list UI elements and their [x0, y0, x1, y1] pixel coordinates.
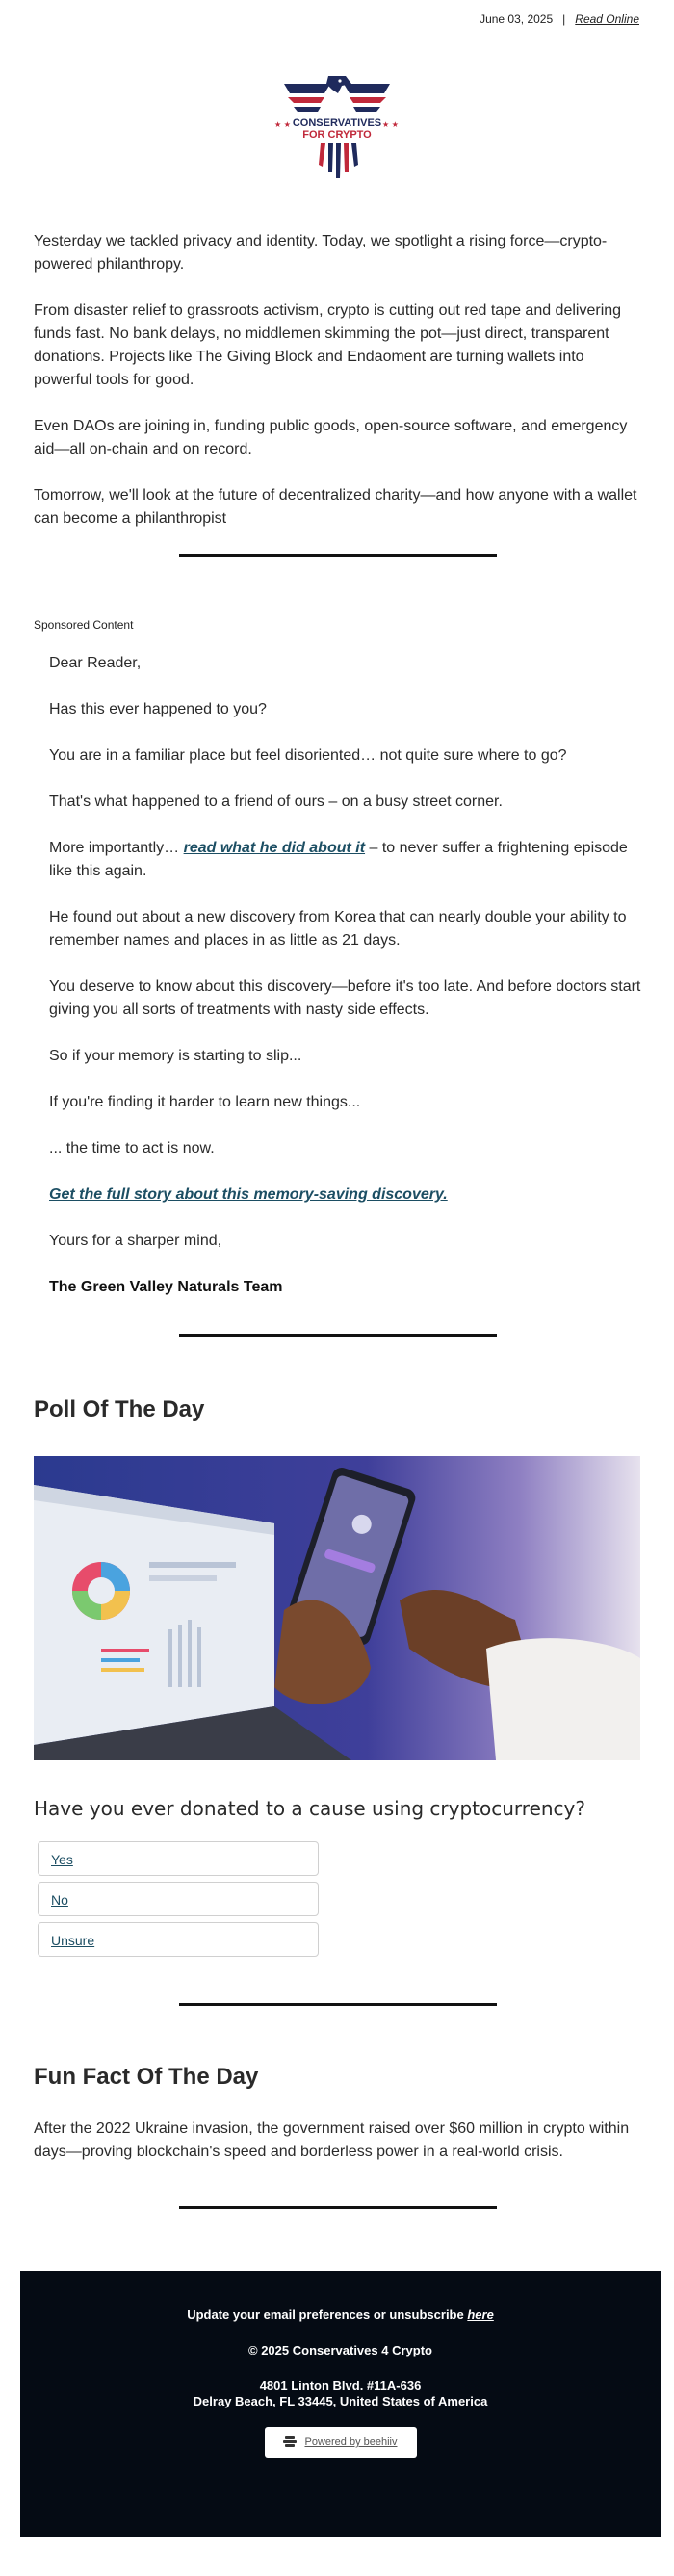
read-what-he-did-link[interactable]: read what he did about it [183, 840, 366, 856]
svg-text:★ ★: ★ ★ [274, 120, 291, 129]
p4-after: – to never suffer a frightening episode like this again. [49, 840, 628, 879]
sponsored-paragraph [49, 837, 641, 883]
section-divider [179, 1334, 497, 1337]
sponsored-section [34, 652, 641, 1299]
sponsored-paragraph: You are in a familiar place but feel disoriented… not quite sure where to go? [49, 747, 567, 764]
address-line-1: 4801 Linton Blvd. #11A-636 [259, 2379, 422, 2393]
logo-line1: CONSERVATIVES [292, 117, 382, 129]
intro-paragraph: From disaster relief to grassroots activism, crypto is cutting out red tape and delivering funds fast. No bank delays, no middlemen skimming the pot—just direct, transparent donations. Projects like The Giving Block and Endaoment are turning wallets into powerful tools for good. [34, 302, 622, 388]
sponsored-paragraph: That's what happened to a friend of ours – on a busy street corner. [49, 794, 503, 810]
sponsored-paragraph: If you're finding it harder to learn new things... [49, 1094, 361, 1110]
top-bar [0, 0, 674, 39]
sponsored-paragraph: He found out about a new discovery from Korea that can nearly double your ability to remember names and places in as little as 21 days. [49, 909, 627, 949]
main-content [0, 230, 674, 2209]
signoff: The Green Valley Naturals Team [49, 1279, 283, 1295]
powered-by-beehiiv-button[interactable] [265, 2427, 417, 2458]
fun-fact-title: Fun Fact Of The Day [34, 2064, 259, 2090]
issue-date: June 03, 2025 [480, 13, 554, 26]
svg-text:★ ★: ★ ★ [382, 120, 399, 129]
section-divider [179, 554, 497, 557]
laptop-phone-illustration [34, 1456, 640, 1760]
poll-question: Have you ever donated to a cause using cryptocurrency? [34, 1797, 586, 1820]
intro-paragraph: Even DAOs are joining in, funding public goods, open-source software, and emergency aid—all on-chain and on record. [34, 418, 628, 457]
footer [20, 2271, 661, 2537]
copyright: © 2025 Conservatives 4 Crypto [248, 2343, 432, 2357]
closing: Yours for a sharper mind, [49, 1233, 222, 1249]
greeting: Dear Reader, [49, 655, 142, 671]
sponsored-paragraph: You deserve to know about this discovery—before it's too late. And before doctors start giving you all sorts of treatments with nasty side effects. [49, 978, 641, 1018]
intro-section [34, 230, 641, 531]
address-line-2: Delray Beach, FL 33445, United States of America [193, 2394, 488, 2408]
beehiiv-icon [283, 2436, 297, 2448]
brand-logo [0, 70, 674, 186]
eagle-logo [265, 70, 409, 186]
sponsored-label: Sponsored Content [34, 618, 134, 632]
powered-by-text: Powered by beehiiv [304, 2436, 398, 2448]
unsubscribe-link[interactable]: here [467, 2307, 494, 2322]
preferences-text: Update your email preferences or unsubscribe [187, 2307, 468, 2322]
poll-option-yes[interactable]: Yes [38, 1841, 319, 1876]
poll-option-no[interactable]: No [38, 1882, 319, 1916]
full-story-link[interactable]: Get the full story about this memory-saving discovery. [49, 1186, 448, 1203]
p4-before: More importantly… [49, 840, 184, 856]
read-online-link[interactable]: Read Online [575, 13, 639, 26]
sponsored-paragraph: Has this ever happened to you? [49, 701, 267, 717]
section-divider [179, 2206, 497, 2209]
sponsored-paragraph: ... the time to act is now. [49, 1140, 215, 1157]
intro-paragraph: Tomorrow, we'll look at the future of decentralized charity—and how anyone with a wallet can become a philanthropist [34, 487, 637, 527]
poll-title: Poll Of The Day [34, 1396, 205, 1422]
poll-option-unsure[interactable]: Unsure [38, 1922, 319, 1957]
preferences-line [20, 2307, 661, 2322]
poll-image [34, 1456, 640, 1760]
poll-options [38, 1841, 641, 1957]
section-divider [179, 2003, 497, 2006]
intro-paragraph: Yesterday we tackled privacy and identity. Today, we spotlight a rising force—crypto-powered philanthropy. [34, 233, 608, 273]
logo-line2: FOR CRYPTO [302, 129, 372, 141]
cta-paragraph [49, 1184, 641, 1207]
fun-fact-text: After the 2022 Ukraine invasion, the government raised over $60 million in crypto within days—proving blockchain's speed and borderless power in a real-world crisis. [34, 2121, 630, 2160]
sponsored-paragraph: So if your memory is starting to slip... [49, 1048, 302, 1064]
separator: | [562, 13, 566, 26]
